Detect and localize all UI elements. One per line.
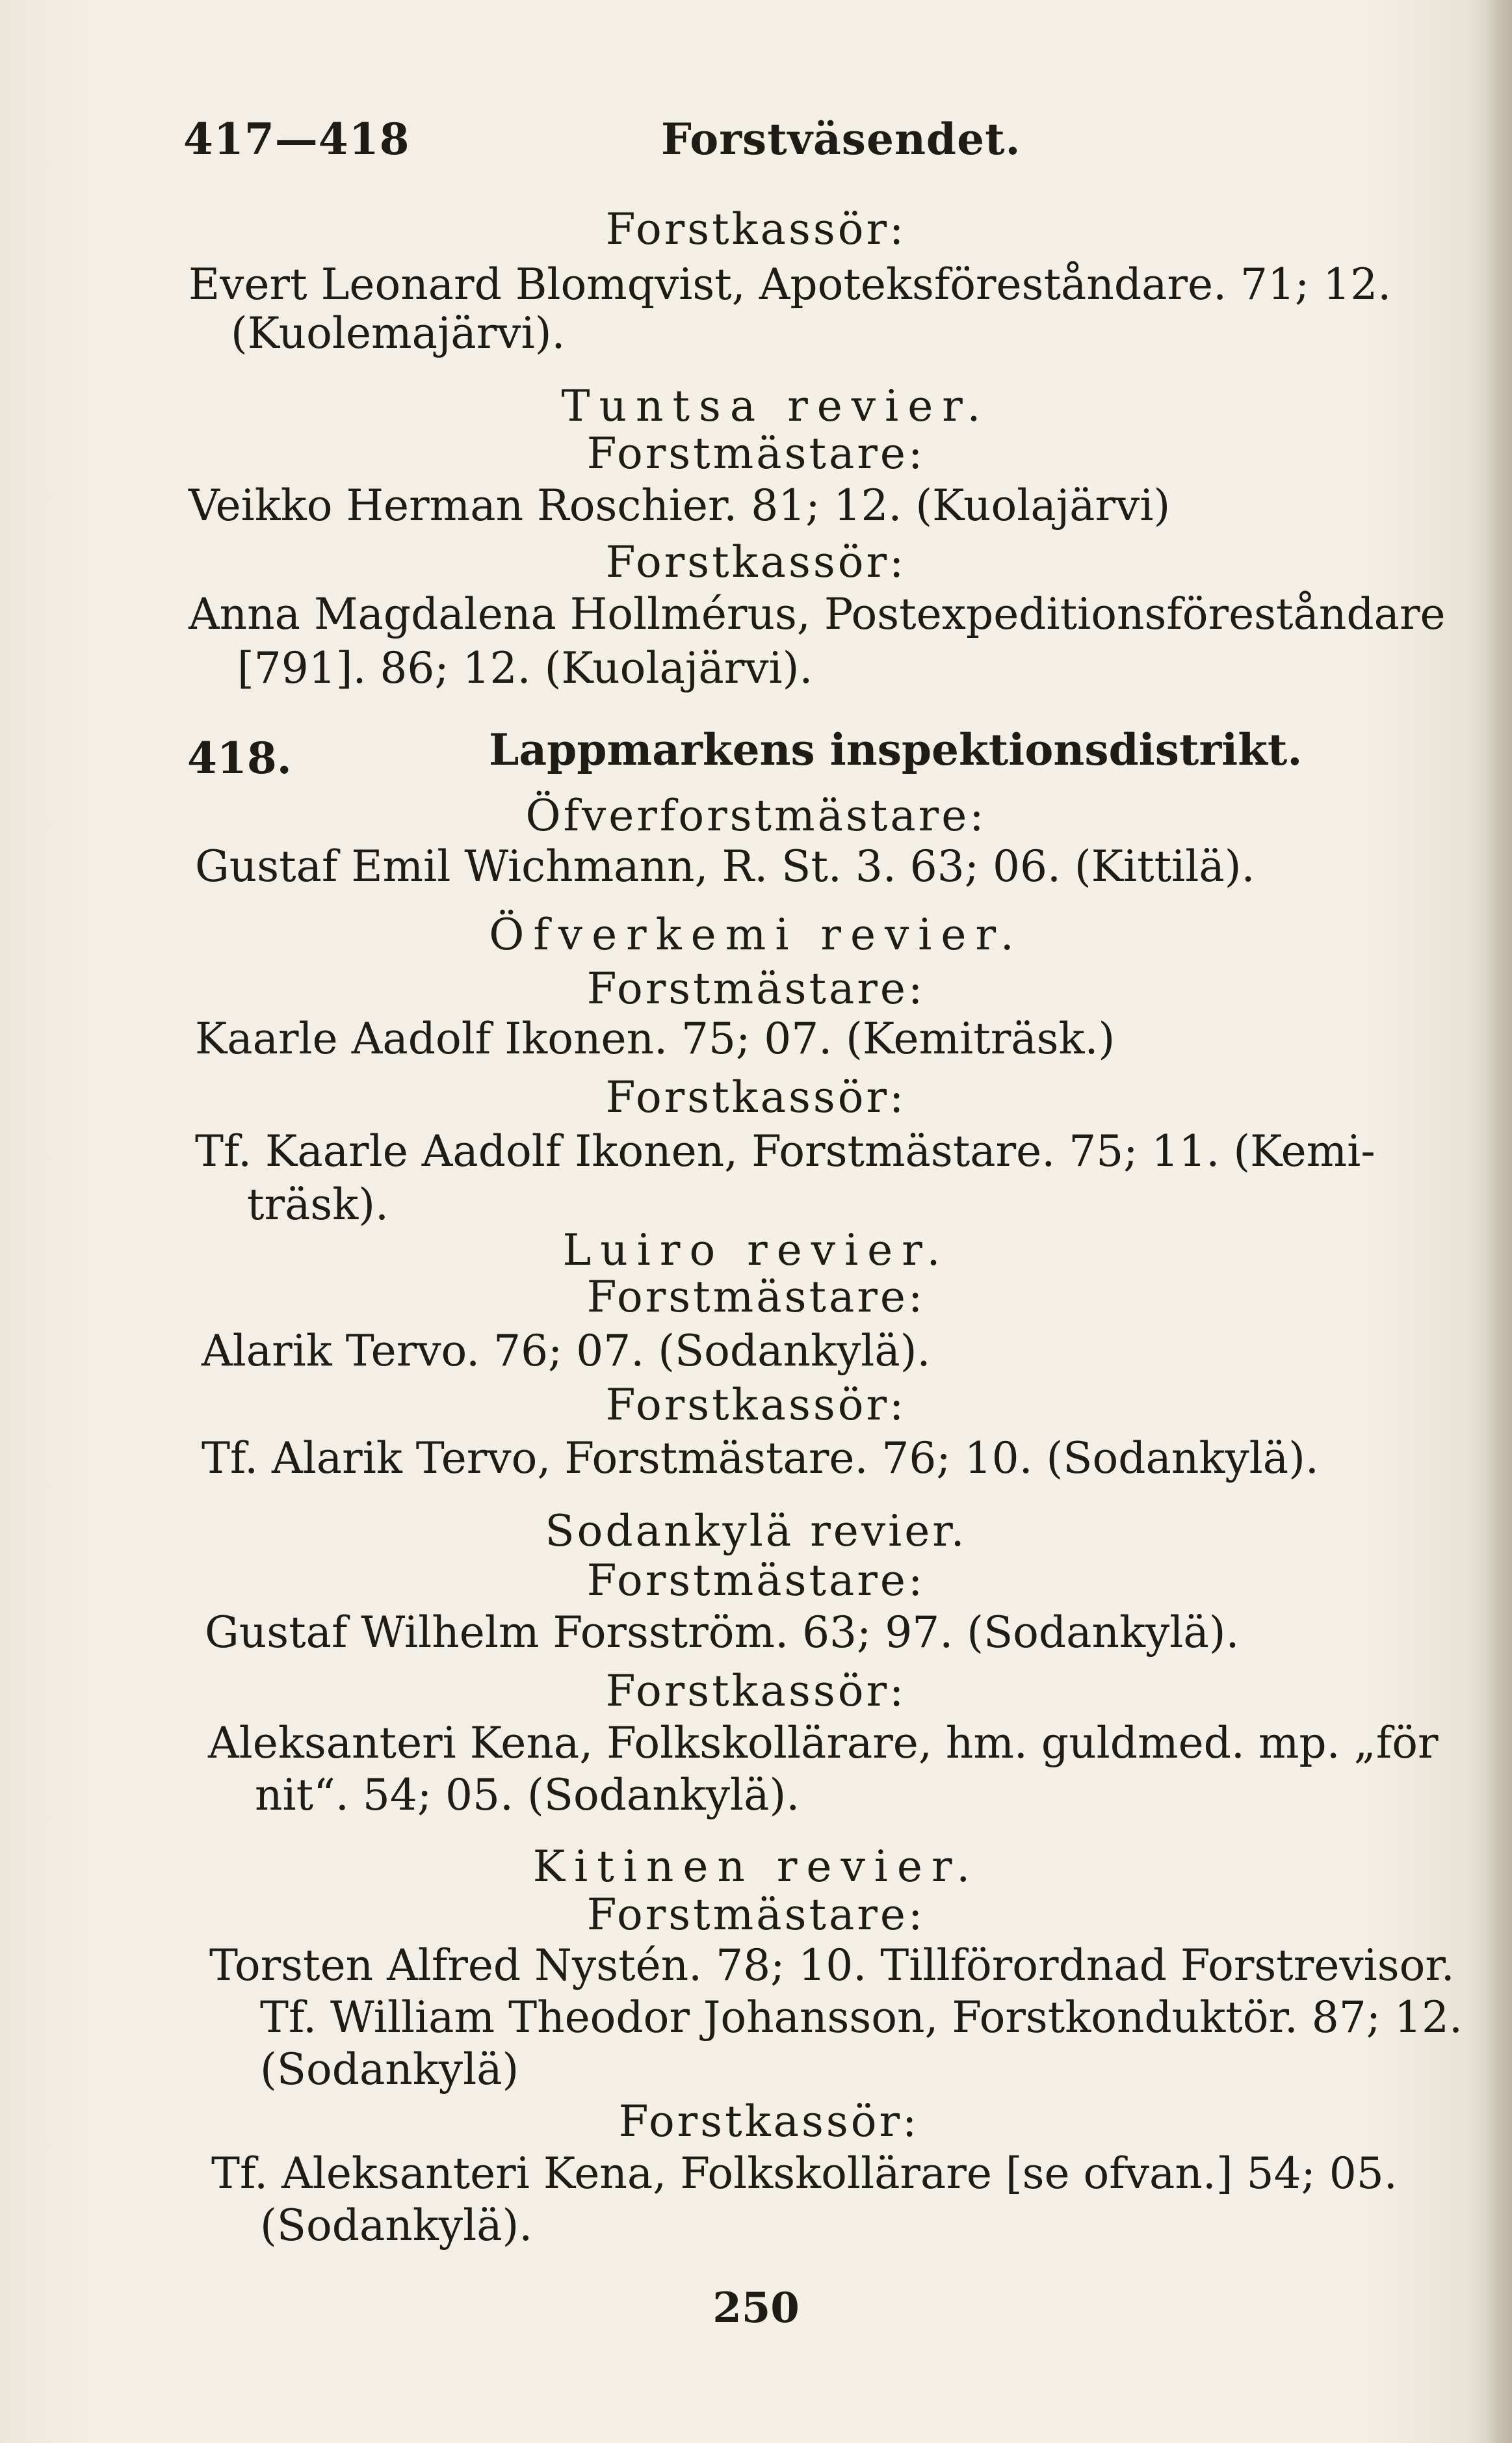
revier-heading-tuntsa: Tuntsa revier. <box>561 381 990 431</box>
entry-line: nit“. 54; 05. (Sodankylä). <box>255 1770 800 1820</box>
entry-line: Anna Magdalena Hollmérus, Postexpeditionsföreståndare <box>189 589 1446 639</box>
section-label-ofverforstmastare: Öfverforstmästare: <box>525 791 987 841</box>
section-label-forstmastare: Forstmästare: <box>586 1890 926 1940</box>
entry-line: (Sodankylä) <box>260 2044 519 2094</box>
district-number: 418. <box>187 733 292 784</box>
section-label-forstmastare: Forstmästare: <box>586 1555 926 1605</box>
entry-line: Gustaf Emil Wichmann, R. St. 3. 63; 06. (Kittilä). <box>195 841 1255 891</box>
entry-line: Kaarle Aadolf Ikonen. 75; 07. (Kemiträsk.) <box>195 1014 1115 1064</box>
section-label-forstmastare: Forstmästare: <box>586 964 926 1014</box>
section-label-forstkassor: Forstkassör: <box>605 1072 907 1122</box>
entry-line: Alarik Tervo. 76; 07. (Sodankylä). <box>202 1326 931 1376</box>
entry-line: Aleksanteri Kena, Folkskollärare, hm. guldmed. mp. „för <box>208 1718 1439 1768</box>
header-page-range: 417—418 <box>183 114 410 165</box>
entry-line: Veikko Herman Roschier. 81; 12. (Kuolajärvi) <box>189 481 1171 531</box>
entry-line: Gustaf Wilhelm Forsström. 63; 97. (Sodankylä). <box>205 1607 1240 1657</box>
section-label-forstmastare: Forstmästare: <box>586 1272 926 1322</box>
revier-heading-ofverkemi: Öfverkemi revier. <box>489 910 1023 960</box>
entry-line: (Sodankylä). <box>260 2200 533 2251</box>
section-label-forstkassor: Forstkassör: <box>605 1666 907 1716</box>
entry-line: träsk). <box>247 1180 389 1230</box>
district-heading: Lappmarkens inspektionsdistrikt. <box>489 724 1303 775</box>
section-label-forstkassor: Forstkassör: <box>618 2096 920 2146</box>
page-edge-shadow <box>1486 0 1512 2443</box>
revier-heading-sodankyla: Sodankylä revier. <box>545 1506 967 1556</box>
header-title: Forstväsendet. <box>661 114 1021 165</box>
entry-line: Evert Leonard Blomqvist, Apoteksföreståndare. 71; 12. <box>189 259 1392 310</box>
section-label-forstkassor: Forstkassör: <box>605 204 907 254</box>
entry-line: Tf. William Theodor Johansson, Forstkonduktör. 87; 12. <box>260 1992 1463 2042</box>
page-number: 250 <box>712 2284 800 2332</box>
revier-heading-luiro: Luiro revier. <box>562 1225 950 1275</box>
revier-heading-kitinen: Kitinen revier. <box>532 1842 980 1892</box>
entry-line: Tf. Aleksanteri Kena, Folkskollärare [se ofvan.] 54; 05. <box>211 2148 1398 2199</box>
entry-line: Tf. Kaarle Aadolf Ikonen, Forstmästare. 75; 11. (Kemi- <box>195 1126 1375 1176</box>
entry-line: [791]. 86; 12. (Kuolajärvi). <box>237 643 813 693</box>
entry-line: Torsten Alfred Nystén. 78; 10. Tillförordnad Forstrevisor. <box>209 1940 1455 1990</box>
entry-line: (Kuolemajärvi). <box>231 308 566 358</box>
section-label-forstkassor: Forstkassör: <box>605 1380 907 1430</box>
section-label-forstkassor: Forstkassör: <box>605 537 907 587</box>
entry-line: Tf. Alarik Tervo, Forstmästare. 76; 10. (Sodankylä). <box>202 1433 1319 1483</box>
section-label-forstmastare: Forstmästare: <box>586 429 926 479</box>
